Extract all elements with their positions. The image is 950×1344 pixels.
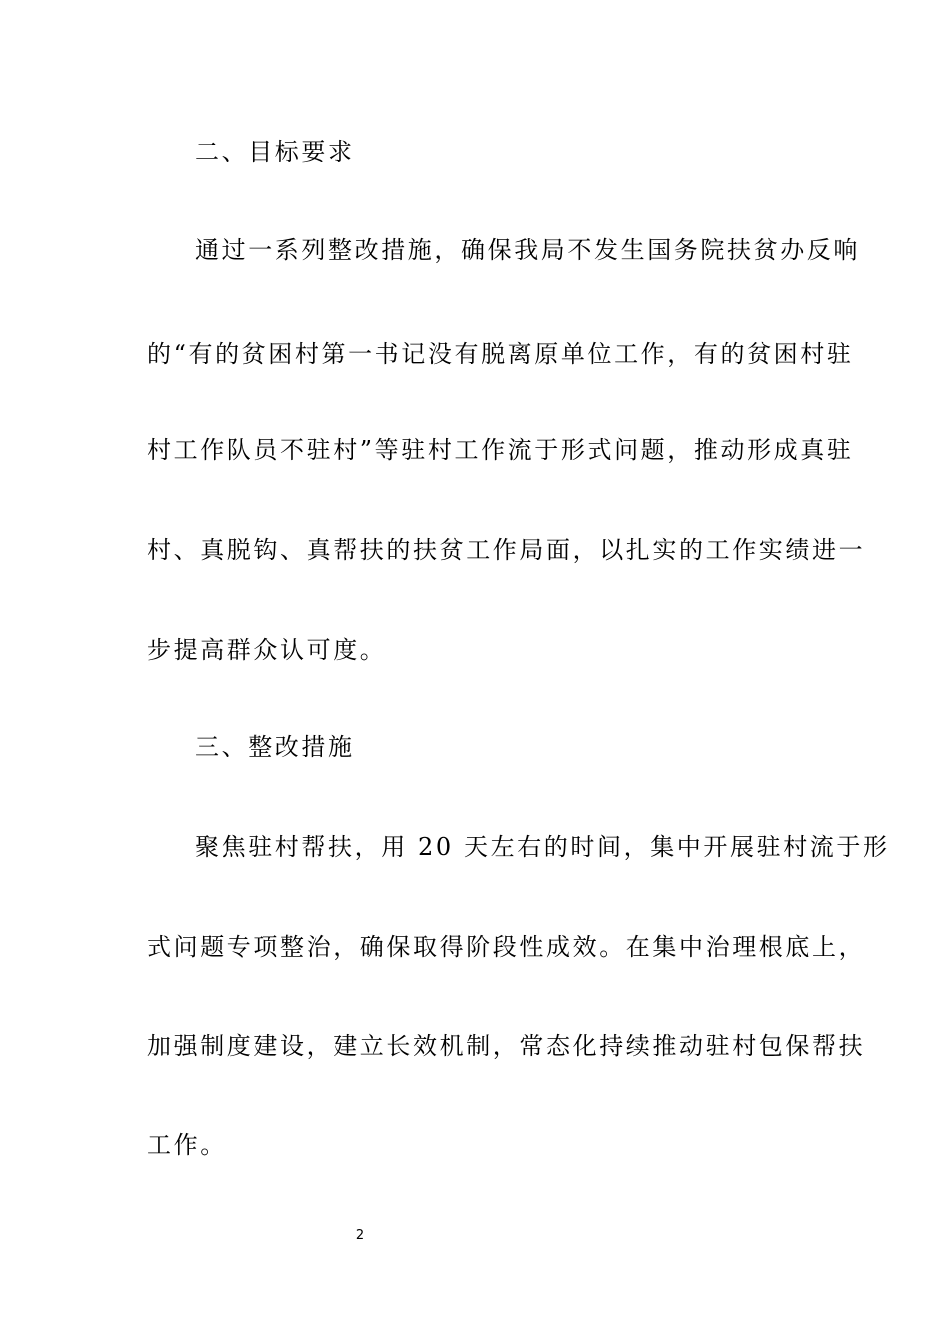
paragraph-line: 通过一系列整改措施，确保我局不发生国务院扶贫办反响 <box>195 236 860 264</box>
paragraph-line: 聚焦驻村帮扶，用 20 天左右的时间，集中开展驻村流于形 <box>195 833 890 861</box>
paragraph-line: 的“有的贫困村第一书记没有脱离原单位工作，有的贫困村驻 <box>147 340 854 368</box>
page-number: 2 <box>355 1228 365 1243</box>
paragraph-line: 村工作队员不驻村”等驻村工作流于形式问题，推动形成真驻 <box>147 436 854 464</box>
paragraph-line: 村、真脱钩、真帮扶的扶贫工作局面，以扎实的工作实绩进一 <box>147 536 866 564</box>
paragraph-line: 式问题专项整治，确保取得阶段性成效。在集中治理根底上， <box>147 933 866 961</box>
paragraph-line: 加强制度建设，建立长效机制，常态化持续推动驻村包保帮扶 <box>147 1032 866 1060</box>
section-heading-goals: 二、目标要求 <box>195 138 355 166</box>
paragraph-line: 步提高群众认可度。 <box>147 636 387 664</box>
paragraph-line: 工作。 <box>147 1131 227 1159</box>
section-heading-measures: 三、整改措施 <box>195 733 355 761</box>
